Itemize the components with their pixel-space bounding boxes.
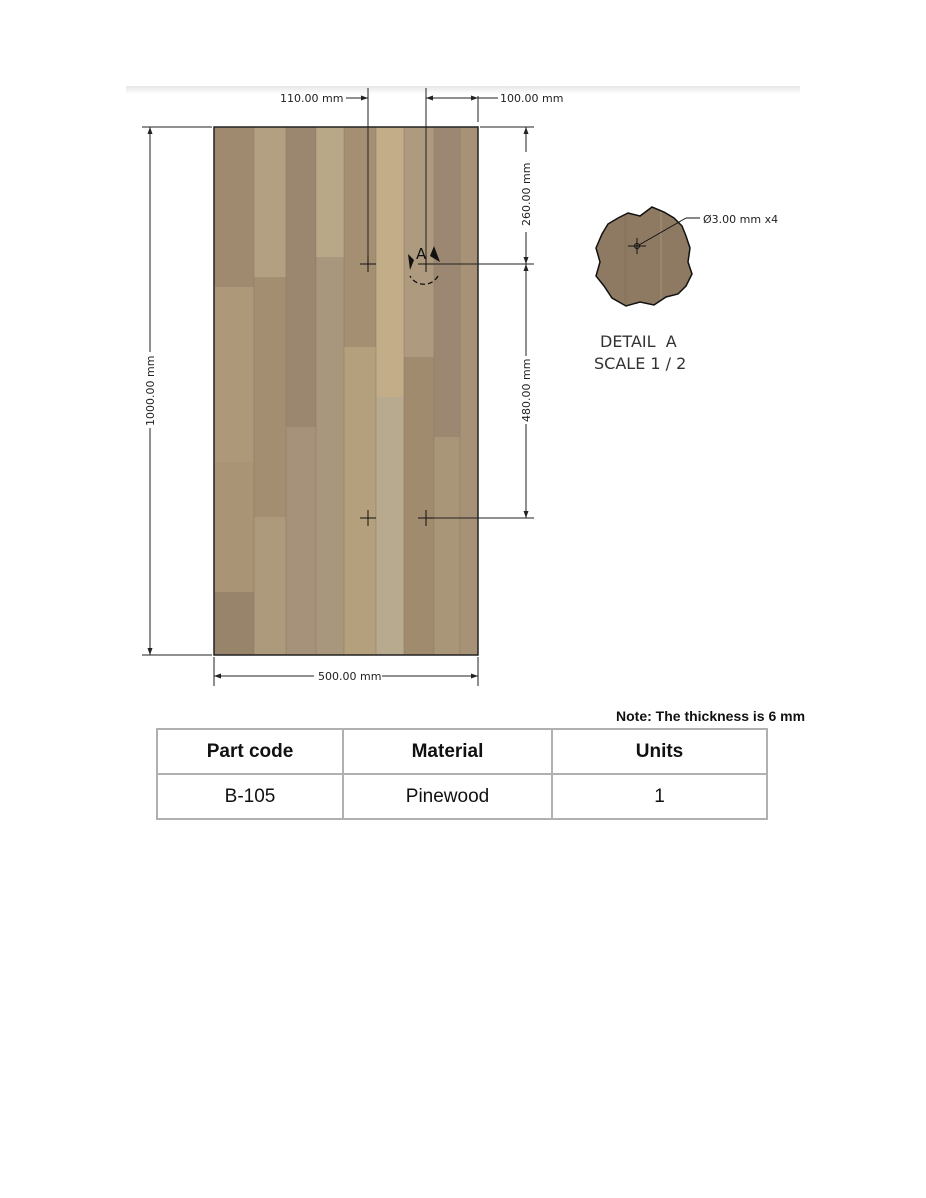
cell-part-code: B-105: [157, 774, 343, 819]
thickness-note: Note: The thickness is 6 mm: [616, 708, 806, 724]
parts-table: [156, 728, 768, 820]
dim-top-to-hole: 260.00 mm: [520, 162, 533, 226]
dim-right-offset: 100.00 mm: [500, 92, 564, 105]
table-header-row: [157, 729, 767, 774]
header-units: Units: [552, 729, 767, 774]
table-row: [157, 774, 767, 819]
dim-width: 500.00 mm: [318, 670, 382, 683]
header-material: Material: [343, 729, 552, 774]
dim-left-offset: 110.00 mm: [280, 92, 344, 105]
header-part-code: Part code: [157, 729, 343, 774]
dim-hole-spacing: 480.00 mm: [520, 358, 533, 422]
hole-callout: Ø3.00 mm x4: [703, 213, 779, 226]
cell-units: 1: [552, 774, 767, 819]
top-band: [126, 86, 800, 94]
cell-material: Pinewood: [343, 774, 552, 819]
detail-a-view: [594, 205, 778, 373]
detail-title: DETAIL A: [600, 332, 677, 351]
detail-marker-letter: A: [416, 245, 427, 263]
dim-height: 1000.00 mm: [144, 355, 157, 426]
wood-panel: [214, 127, 478, 655]
detail-scale: SCALE 1 / 2: [594, 354, 687, 373]
